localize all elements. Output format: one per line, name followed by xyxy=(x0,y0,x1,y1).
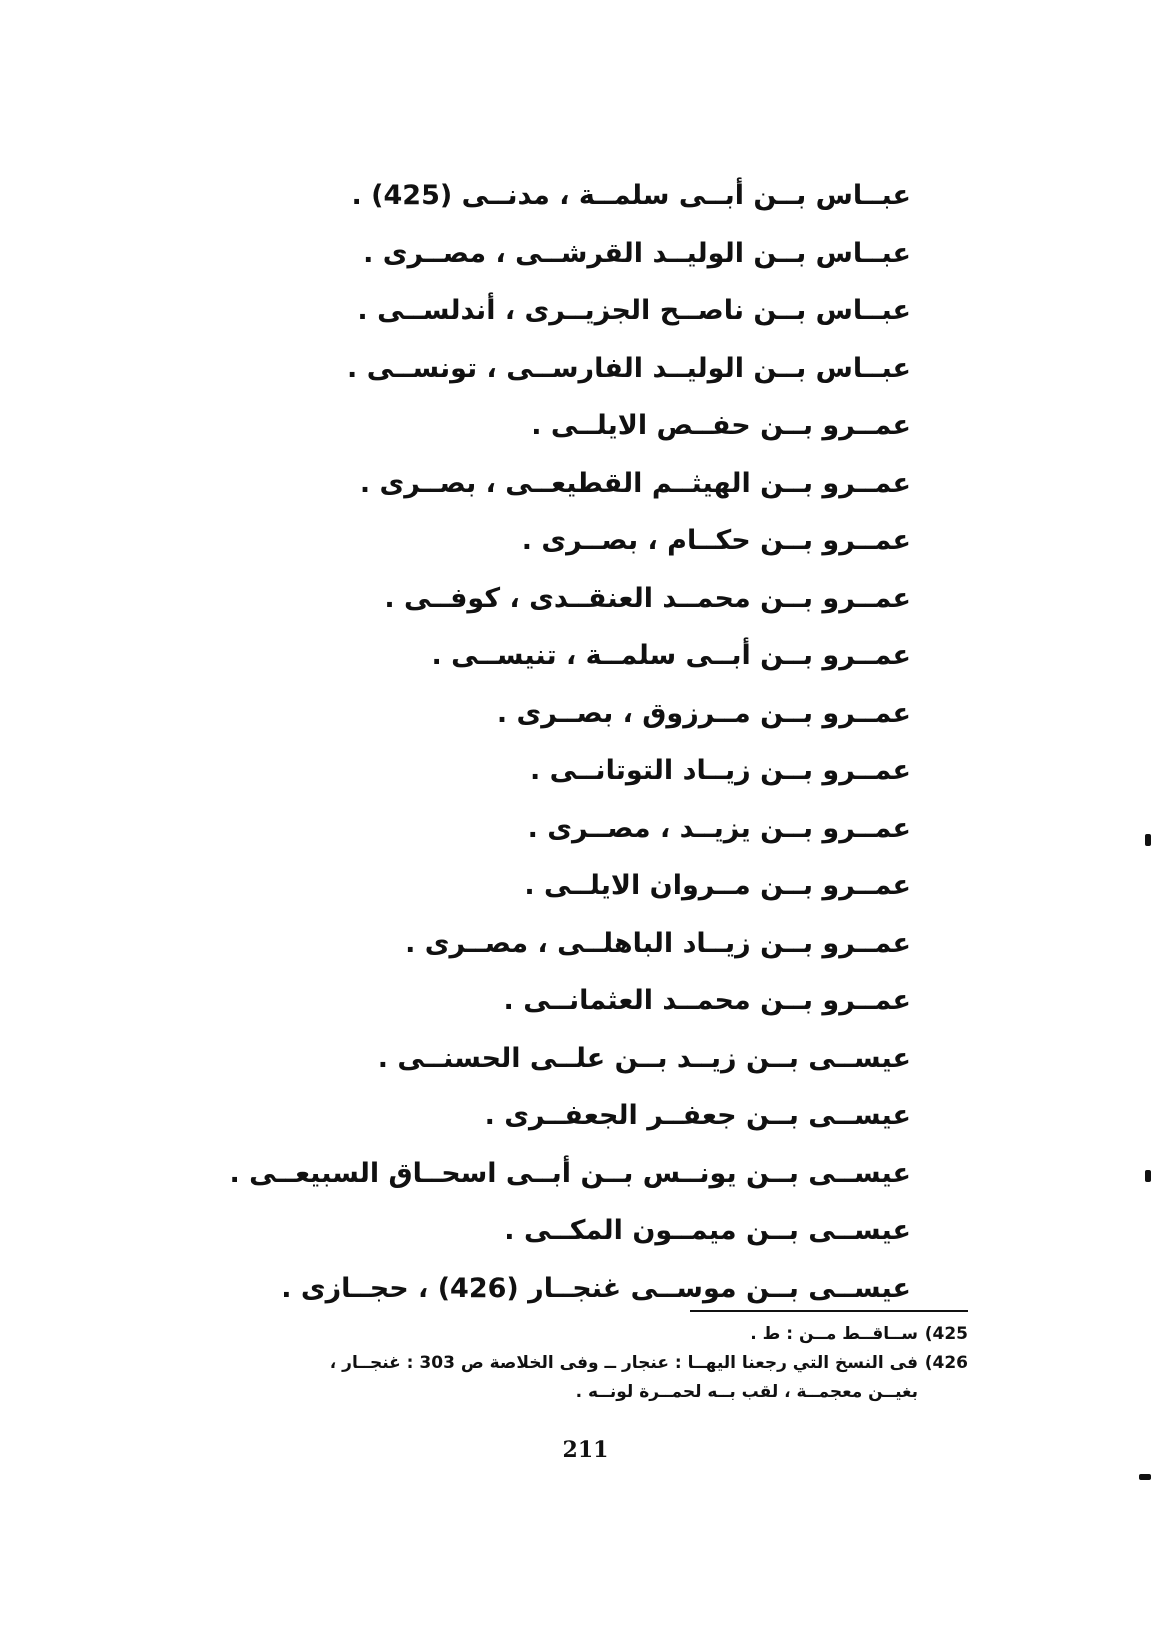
list-item: عمــرو بــن مــرزوق ، بصــرى . xyxy=(496,697,911,729)
scan-edge-mark xyxy=(1145,834,1151,846)
narrator-list xyxy=(229,172,911,1322)
list-item: عمــرو بــن محمــد العثمانــى . xyxy=(503,985,911,1016)
footnote-line: ســاقــط مــن : ط . xyxy=(750,1324,918,1344)
list-item: عبــاس بــن أبــى سلمــة ، مدنــى (425) . xyxy=(351,180,911,211)
list-item: عيســى بــن جعفــر الجعفــرى . xyxy=(484,1100,911,1131)
footnote-line: فى النسخ التي رجعنا اليهــا : عنجار ــ وفى الخلاصة ص 303 : غنجــار ، xyxy=(329,1353,918,1373)
footnote-divider xyxy=(690,1310,968,1312)
scan-edge-mark xyxy=(1139,1474,1151,1480)
list-item: عمــرو بــن محمــد العنقــدى ، كوفــى . xyxy=(384,582,911,614)
list-item: عيســى بــن موســى غنجــار (426) ، حجــازى . xyxy=(281,1272,911,1304)
footnotes xyxy=(208,1320,968,1407)
list-item: عمــرو بــن حكــام ، بصــرى . xyxy=(521,525,911,556)
footnote-number: 426) xyxy=(924,1353,968,1373)
footnote-text xyxy=(208,1349,918,1407)
scan-edge-mark xyxy=(1145,1170,1151,1182)
list-item: عبــاس بــن الوليــد الفارســى ، تونســى . xyxy=(347,352,911,384)
footnote-425 xyxy=(208,1320,968,1349)
list-item: عمــرو بــن زيــاد التوتانــى . xyxy=(530,755,911,786)
list-item: عيســى بــن ميمــون المكــى . xyxy=(504,1215,911,1246)
list-item: عمــرو بــن الهيثــم القطيعــى ، بصــرى . xyxy=(359,467,911,499)
page-number: 211 xyxy=(562,1437,609,1463)
footnote-426 xyxy=(208,1349,968,1407)
list-item: عمــرو بــن حفــص الايلــى . xyxy=(531,410,911,441)
list-item: عيســى بــن يونــس بــن أبــى اسحــاق السبيعــى . xyxy=(229,1157,911,1189)
footnote-number: 425) xyxy=(924,1324,968,1344)
list-item: عيســى بــن زيــد بــن علــى الحسنــى . xyxy=(377,1042,911,1074)
list-item: عبــاس بــن ناصــح الجزيــرى ، أندلســى . xyxy=(357,295,911,326)
footnote-text xyxy=(208,1320,918,1349)
list-item: عمــرو بــن أبــى سلمــة ، تنيســى . xyxy=(431,640,911,671)
list-item: عمــرو بــن يزيــد ، مصــرى . xyxy=(527,812,911,844)
list-item: عمــرو بــن مــروان الايلــى . xyxy=(524,870,911,901)
list-item: عبــاس بــن الوليــد القرشــى ، مصــرى . xyxy=(363,237,911,269)
footnote-line: بغيــن معجمــة ، لقب بــه لحمــرة لونــه . xyxy=(575,1382,918,1402)
list-item: عمــرو بــن زيــاد الباهلــى ، مصــرى . xyxy=(405,927,911,959)
